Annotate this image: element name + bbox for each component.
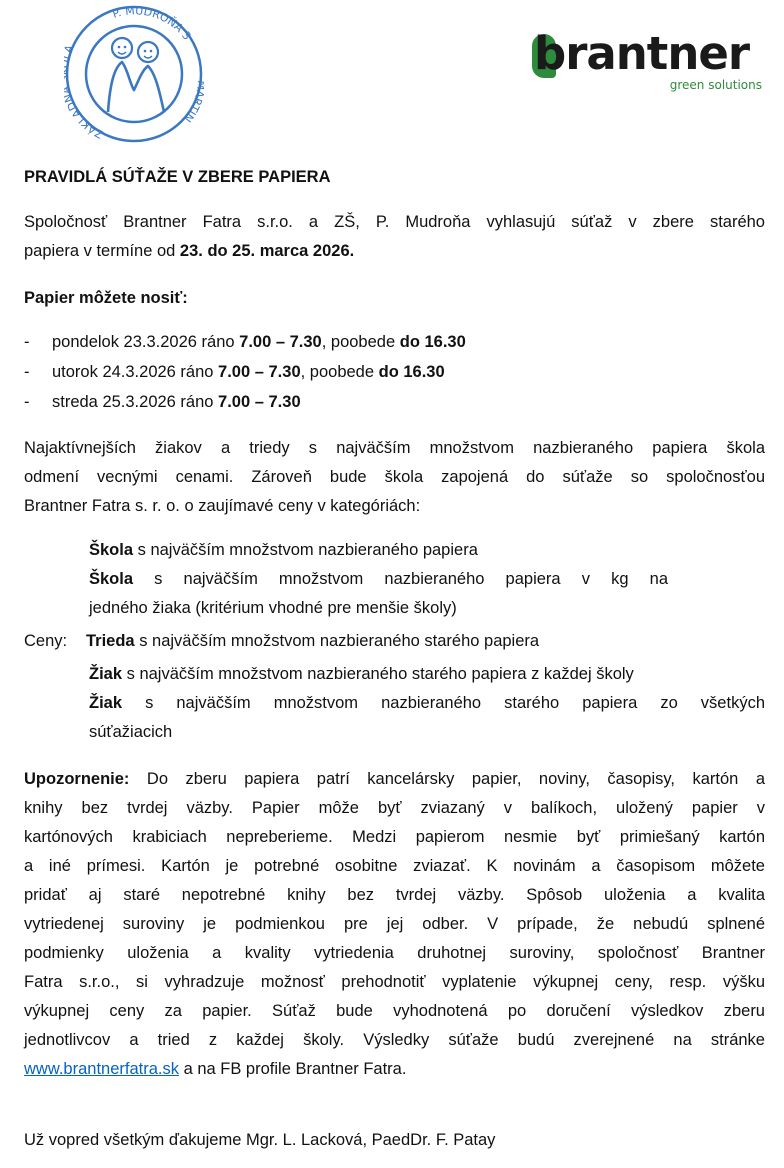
- category-item: Trieda s najväčším množstvom nazbieraného starého papiera: [86, 632, 540, 650]
- notice-line: vytriedenej suroviny je podmienkou pre jej odber. V prípade, že nebudú splnené: [24, 915, 765, 933]
- notice-line: Fatra s.r.o., si vyhradzuje možnosť prehodnotiť vyplatenie výkupnej ceny, resp. výšku: [24, 973, 765, 991]
- schedule-item: - streda 25.3.2026 ráno 7.00 – 7.30: [24, 393, 301, 411]
- category-item: Škola s najväčším množstvom nazbieraného papiera: [89, 541, 478, 559]
- brantner-wordmark: brantner: [534, 27, 750, 80]
- intro-line-2: papiera v termíne od 23. do 25. marca 2026.: [24, 242, 355, 260]
- reward-line-1: Najaktívnejších žiakov a triedy s najväčším množstvom nazbieraného papiera škola: [24, 439, 765, 457]
- schedule-heading: Papier môžete nosiť:: [24, 289, 188, 307]
- brantner-tagline: green solutions: [669, 78, 762, 92]
- categories-label: Ceny:: [24, 632, 68, 650]
- schedule-item: - pondelok 23.3.2026 ráno 7.00 – 7.30, poobede do 16.30: [24, 333, 466, 351]
- category-item: Žiak s najväčším množstvom nazbieraného starého papiera z každej školy: [89, 665, 634, 683]
- notice-line: knihy bez tvrdej väzby. Papier môže byť zviazaný v balíkoch, uložený papier v: [24, 799, 765, 817]
- notice-line: jednotlivcov a tried z každej školy. Výsledky súťaže budú zverejnené na stránke: [24, 1031, 765, 1049]
- school-seal-icon: [64, 4, 204, 144]
- notice-line: výkupnej ceny za papier. Súťaž bude vyhodnotená po doručení výsledkov zberu: [24, 1002, 765, 1020]
- category-item-continuation: súťažiacich: [89, 723, 173, 741]
- notice-line: pridať aj staré nepotrebné knihy bez tvrdej väzby. Spôsob uloženia a kvalita: [24, 886, 765, 904]
- intro-line-1: Spoločnosť Brantner Fatra s.r.o. a ZŠ, P. Mudroňa vyhlasujú súťaž v zbere starého: [24, 213, 765, 231]
- school-logo: [64, 4, 204, 144]
- page-title: PRAVIDLÁ SÚŤAŽE V ZBERE PAPIERA: [24, 168, 331, 186]
- category-item: Škola s najväčším množstvom nazbieraného papiera v kg na: [89, 570, 668, 588]
- notice-line: www.brantnerfatra.sk a na FB profile Brantner Fatra.: [24, 1060, 407, 1078]
- closing-line: Už vopred všetkým ďakujeme Mgr. L. Lacková, PaedDr. F. Patay: [24, 1131, 496, 1149]
- reward-line-3: Brantner Fatra s. r. o. o zaujímavé ceny v kategóriách:: [24, 497, 421, 515]
- website-link[interactable]: www.brantnerfatra.sk: [24, 1060, 179, 1078]
- svg-text:P. MUDROŇA 3: P. MUDROŇA 3: [110, 4, 194, 43]
- svg-text:ZÁKLADNÁ ŠKOLA: ZÁKLAD: [64, 99, 106, 141]
- reward-line-2: odmení vecnými cenami. Zároveň bude škola zapojená do súťaže so spoločnosťou: [24, 468, 765, 486]
- category-item: Žiak s najväčším množstvom nazbieraného starého papiera zo všetkých: [89, 694, 765, 712]
- brantner-logo: [528, 26, 764, 96]
- schedule-item: - utorok 24.3.2026 ráno 7.00 – 7.30, poobede do 16.30: [24, 363, 445, 381]
- svg-text:MARTIN: RTIN: [180, 95, 204, 125]
- notice-line: kartónových krabiciach nepreberieme. Medzi papierom nesmie byť primiešaný kartón: [24, 828, 765, 846]
- notice-line: a iné prímesi. Kartón je potrebné osobitne zviazať. K novinám a časopisom môžete: [24, 857, 765, 875]
- notice-line: Upozornenie: Do zberu papiera patrí kancelársky papier, noviny, časopisy, kartón a: [24, 770, 765, 788]
- notice-line: podmienky uloženia a kvality vytriedenia druhotnej suroviny, spoločnosť Brantner: [24, 944, 765, 962]
- category-item-continuation: jedného žiaka (kritérium vhodné pre menšie školy): [89, 599, 457, 617]
